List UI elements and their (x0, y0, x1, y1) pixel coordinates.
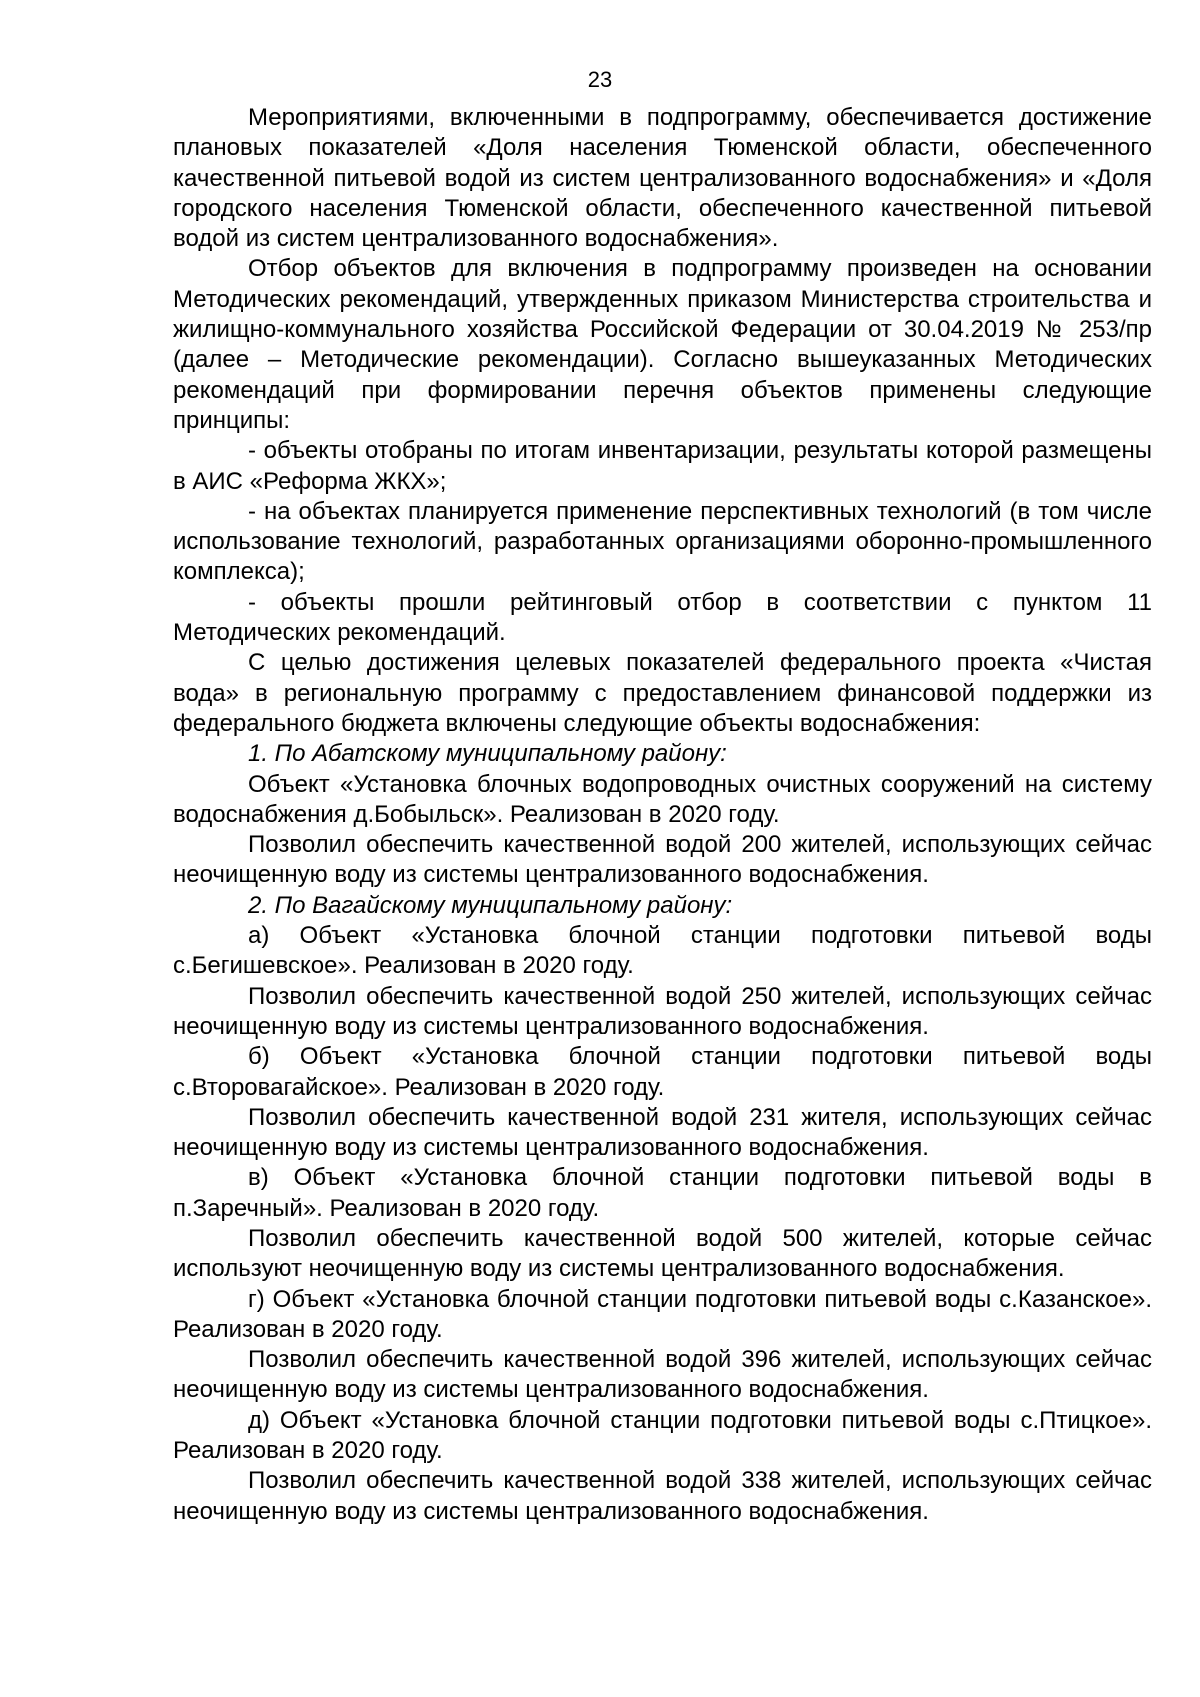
paragraph-clean-water-objects: С целью достижения целевых показателей федерального проекта «Чистая вода» в региональную программу с предоставлением финансовой поддержки из федерального бюджета включены следующие объекты водоснабжения: (173, 649, 1152, 737)
paragraph-result-zarechny: Позволил обеспечить качественной водой 500 жителей, которые сейчас используют неочищенную воду из системы централизованного водоснабжения. (173, 1224, 1152, 1283)
paragraph-result-ptitskoe: Позволил обеспечить качественной водой 338 жителей, использующих сейчас неочищенную воду из системы централизованного водоснабжения. (173, 1467, 1152, 1525)
list-item-principle-inventory: - объекты отобраны по итогам инвентаризации, результаты которой размещены в АИС «Реформа ЖКХ»; (173, 437, 1152, 495)
paragraph-result-begishevskoe: Позволил обеспечить качественной водой 250 жителей, использующих сейчас неочищенную воду из системы централизованного водоснабжения. (173, 982, 1152, 1040)
page-bottom-margin (0, 1600, 1200, 1697)
paragraph-result-bobylsk: Позволил обеспечить качественной водой 200 жителей, использующих сейчас неочищенную воду из системы централизованного водоснабжения. (173, 831, 1152, 889)
paragraph-object-vtorovagayskoe: б) Объект «Установка блочной станции подготовки питьевой воды с.Второвагайское». Реализован в 2020 году. (173, 1043, 1152, 1101)
list-item-principle-technologies: - на объектах планируется применение перспективных технологий (в том числе использование технологий, разработанных организациями оборонно-промышленного комплекса); (173, 497, 1152, 586)
paragraph-object-begishevskoe: а) Объект «Установка блочной станции подготовки питьевой воды с.Бегишевское». Реализован в 2020 году. (173, 922, 1152, 980)
document-body (173, 103, 1152, 1527)
paragraph-intro-indicators: Мероприятиями, включенными в подпрограмму, обеспечивается достижение плановых показателей «Доля населения Тюменской области, обеспеченного качественной питьевой водой из систем централизованного водоснабжения» и «Доля городского населения Тюменской области, обеспеченного качественной питьевой водой из систем централизованного водоснабжения». (173, 104, 1152, 253)
paragraph-result-vtorovagayskoe: Позволил обеспечить качественной водой 231 жителя, использующих сейчас неочищенную воду из системы централизованного водоснабжения. (173, 1103, 1152, 1162)
page-number: 23 (587, 67, 613, 92)
list-item-principle-rating: - объекты прошли рейтинговый отбор в соответствии с пунктом 11 Методических рекомендаций. (173, 588, 1152, 647)
paragraph-result-kazanskoe: Позволил обеспечить качественной водой 396 жителей, использующих сейчас неочищенную воду из системы централизованного водоснабжения. (173, 1346, 1152, 1404)
section-heading-abatsky: 1. По Абатскому муниципальному району: (248, 740, 727, 768)
paragraph-object-ptitskoe: д) Объект «Установка блочной станции подготовки питьевой воды с.Птицкое». Реализован в 2020 году. (173, 1406, 1152, 1465)
paragraph-selection-basis: Отбор объектов для включения в подпрограмму произведен на основании Методических рекомендаций, утвержденных приказом Министерства строительства и жилищно-коммунального хозяйства Российской Федерации от 30.04.2019 № 253/пр (далее – Методические рекомендации). Согласно вышеуказанных Методических рекомендаций при формировании перечня объектов применены следующие принципы: (173, 255, 1152, 434)
paragraph-object-kazanskoe: г) Объект «Установка блочной станции подготовки питьевой воды с.Казанское». Реализован в 2020 году. (173, 1285, 1152, 1343)
section-heading-vagaysky: 2. По Вагайскому муниципальному району: (248, 891, 733, 919)
paragraph-object-zarechny: в) Объект «Установка блочной станции подготовки питьевой воды в п.Заречный». Реализован в 2020 году. (173, 1164, 1152, 1222)
paragraph-object-bobylsk: Объект «Установка блочных водопроводных очистных сооружений на систему водоснабжения д.Бобыльск». Реализован в 2020 году. (173, 770, 1152, 828)
